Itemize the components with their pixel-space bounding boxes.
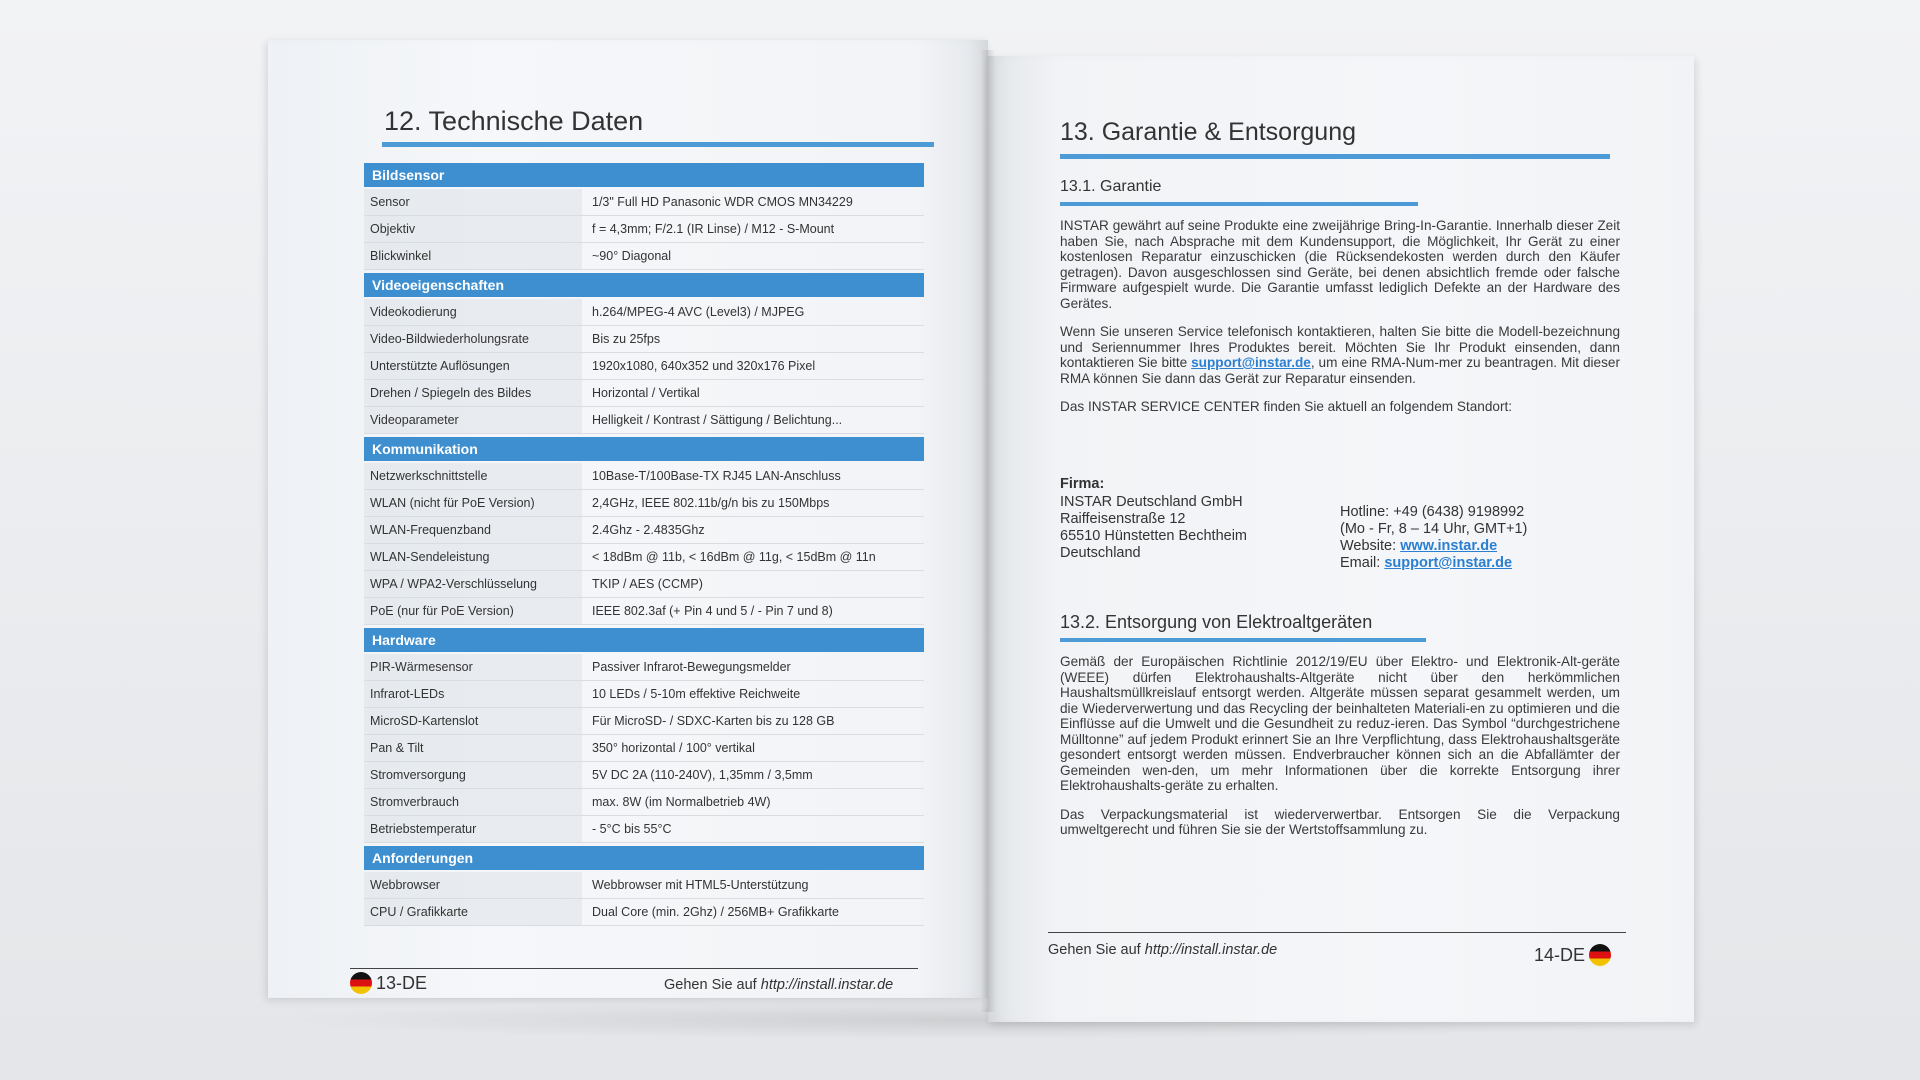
spec-value: Für MicroSD- / SDXC-Karten bis zu 128 GB — [592, 714, 835, 728]
spec-key: Stromverbrauch — [364, 789, 582, 815]
page-number: 13-DE — [350, 972, 427, 994]
page-title: 13. Garantie & Entsorgung — [1060, 118, 1357, 146]
spec-row — [364, 735, 924, 762]
garantie-text — [1060, 218, 1620, 428]
title-underline — [1060, 154, 1610, 159]
spec-value: 10Base-T/100Base-TX RJ45 LAN-Anschluss — [592, 469, 841, 483]
address-block — [1060, 494, 1340, 562]
footer-rule — [1048, 932, 1626, 933]
spec-value: 1920x1080, 640x352 und 320x176 Pixel — [592, 359, 816, 373]
spec-value: 1/3" Full HD Panasonic WDR CMOS MN34229 — [592, 195, 853, 209]
left-page — [268, 40, 988, 998]
spec-row — [364, 899, 924, 926]
spec-value: Passiver Infrarot-Bewegungsmelder — [592, 660, 791, 674]
spec-value: Helligkeit / Kontrast / Sättigung / Belichtung... — [592, 413, 843, 427]
spec-row — [364, 463, 924, 490]
website-line: Website: www.instar.de — [1340, 538, 1498, 554]
entsorgung-paragraph-1: Gemäß der Europäischen Richtlinie 2012/19/EU über Elektro- und Elektronik-Alt-geräte (WEEE) dürfen Elektrohaushalts-Altgeräte nicht über den herkömmlichen Haushaltsmüllkreislauf entsorgt werden. Altgeräte müssen separat gesammelt werden, um die Wiederverwertung und das Recycling der beinhalteten Materiali-en zu optimieren und die Einflüsse auf die Umwelt und die Gesundheit zu reduz-ieren. Das Symbol “durchgestrichene Mülltonne” auf jedem Produkt erinnert Sie an Ihre Verpflichtung, dass Elektrohaushaltsgeräte gesondert entsorgt werden müssen. Endverbraucher können sich an die Abfallämter der Gemeinden wen-den, um mehr Informationen über die korrekte Entsorgung ihrer Elektrohaushalts-geräte zu erhalten. — [1060, 654, 1620, 793]
hotline: Hotline: +49 (6438) 9198992 — [1340, 504, 1525, 520]
spec-key: Videoparameter — [364, 407, 582, 433]
garantie-paragraph-3: Das INSTAR SERVICE CENTER finden Sie aktuell an folgendem Standort: — [1060, 399, 1513, 414]
right-page — [988, 56, 1694, 1022]
spec-row — [364, 681, 924, 708]
spec-key: PoE (nur für PoE Version) — [364, 598, 582, 624]
page-number: 14-DE — [1534, 944, 1611, 966]
spec-key: Webbrowser — [364, 872, 582, 898]
spec-row — [364, 490, 924, 517]
german-flag-icon — [350, 972, 372, 994]
spec-key: Stromversorgung — [364, 762, 582, 788]
spec-row — [364, 517, 924, 544]
spec-value: ~90° Diagonal — [592, 249, 672, 263]
section-underline — [1060, 202, 1418, 206]
spec-row — [364, 708, 924, 735]
spec-row — [364, 872, 924, 899]
address-line: Raiffeisenstraße 12 — [1060, 511, 1186, 527]
spec-key: PIR-Wärmesensor — [364, 654, 582, 680]
spec-value: Dual Core (min. 2Ghz) / 256MB+ Grafikkarte — [592, 905, 839, 919]
spec-value: 350° horizontal / 100° vertikal — [592, 741, 755, 755]
spec-key: Sensor — [364, 189, 582, 215]
address-line: 65510 Hünstetten Bechtheim — [1060, 528, 1248, 544]
spec-row — [364, 598, 924, 625]
spec-section-heading: Videoeigenschaften — [364, 273, 924, 297]
spec-key: Netzwerkschnittstelle — [364, 463, 582, 489]
spec-row — [364, 762, 924, 789]
section-underline — [1060, 638, 1426, 642]
spec-row — [364, 654, 924, 681]
spec-key: WLAN (nicht für PoE Version) — [364, 490, 582, 516]
spec-key: Betriebstemperatur — [364, 816, 582, 842]
spec-row — [364, 299, 924, 326]
spec-key: Drehen / Spiegeln des Bildes — [364, 380, 582, 406]
spec-key: WLAN-Frequenzband — [364, 517, 582, 543]
spec-key: WPA / WPA2-Verschlüsselung — [364, 571, 582, 597]
spec-value: < 18dBm @ 11b, < 16dBm @ 11g, < 15dBm @ 11n — [592, 550, 876, 564]
email-line: Email: support@instar.de — [1340, 555, 1513, 571]
spec-value: Bis zu 25fps — [592, 332, 661, 346]
spec-row — [364, 189, 924, 216]
spec-value: 10 LEDs / 5-10m effektive Reichweite — [592, 687, 801, 701]
spec-value: 2,4GHz, IEEE 802.11b/g/n bis zu 150Mbps — [592, 496, 830, 510]
spec-value: Webbrowser mit HTML5-Unterstützung — [592, 878, 809, 892]
spec-value: h.264/MPEG-4 AVC (Level3) / MJPEG — [592, 305, 805, 319]
spec-key: Video-Bildwiederholungsrate — [364, 326, 582, 352]
footer-rule — [350, 968, 918, 969]
spec-section-heading: Hardware — [364, 628, 924, 652]
email-link[interactable]: support@instar.de — [1384, 555, 1513, 571]
spec-key: Videokodierung — [364, 299, 582, 325]
page-title: 12. Technische Daten — [384, 106, 644, 136]
section-heading-entsorgung: 13.2. Entsorgung von Elektroaltgeräten — [1060, 612, 1373, 632]
book-gutter — [980, 50, 996, 1012]
support-email-link[interactable]: support@instar.de — [1191, 355, 1311, 370]
spec-value: 2.4Ghz - 2.4835Ghz — [592, 523, 705, 537]
hours: (Mo - Fr, 8 – 14 Uhr, GMT+1) — [1340, 521, 1528, 537]
spec-section-heading: Kommunikation — [364, 437, 924, 461]
spec-row — [364, 816, 924, 843]
spec-value: TKIP / AES (CCMP) — [592, 577, 703, 591]
spec-row — [364, 326, 924, 353]
spec-row — [364, 407, 924, 434]
address-line: Deutschland — [1060, 545, 1141, 561]
spec-value: 5V DC 2A (110-240V), 1,35mm / 3,5mm — [592, 768, 813, 782]
spec-row — [364, 243, 924, 270]
website-link[interactable]: www.instar.de — [1400, 538, 1498, 554]
garantie-paragraph-2: Wenn Sie unseren Service telefonisch kontaktieren, halten Sie bitte die Modell-bezeichnung und Seriennummer Ihres Produktes bereit. Möchten Sie Ihr Produkt einsenden, dann kontaktieren Sie bitte support@instar.de, um eine RMA-Num-mer zu beantragen. Mit dieser RMA können Sie dann das Gerät zur Reparatur einsenden. — [1060, 324, 1620, 386]
spec-row — [364, 544, 924, 571]
spec-key: Pan & Tilt — [364, 735, 582, 761]
entsorgung-text — [1060, 654, 1620, 851]
spec-row — [364, 216, 924, 243]
spec-section-heading: Bildsensor — [364, 163, 924, 187]
spec-value: IEEE 802.3af (+ Pin 4 und 5 / - Pin 7 und 8) — [592, 604, 833, 618]
spec-value: - 5°C bis 55°C — [592, 822, 672, 836]
spec-key: WLAN-Sendeleistung — [364, 544, 582, 570]
spec-key: Infrarot-LEDs — [364, 681, 582, 707]
hotline-block — [1340, 504, 1620, 572]
garantie-paragraph-1: INSTAR gewährt auf seine Produkte eine zweijährige Bring-In-Garantie. Innerhalb dieser Zeit haben Sie, nach Absprache mit dem Kundensupport, die Möglichkeit, Ihr Gerät zu einer kostenlosen Reparatur einzuschicken (die Rücksendekosten werden durch den Käufer getragen). Davon ausgeschlossen sind Geräte, bei denen absichtlich fremde oder falsche Firmware aufgespielt wurde. Die Garantie umfasst lediglich Defekte an der Hardware des Gerätes. — [1060, 218, 1620, 311]
footer-url: Gehen Sie auf http://install.instar.de — [664, 977, 894, 993]
spec-row — [364, 353, 924, 380]
address-line: INSTAR Deutschland GmbH — [1060, 494, 1243, 510]
spec-key: MicroSD-Kartenslot — [364, 708, 582, 734]
german-flag-icon — [1589, 944, 1611, 966]
spec-key: CPU / Grafikkarte — [364, 899, 582, 925]
contact-block — [1060, 476, 1620, 571]
section-heading-garantie: 13.1. Garantie — [1060, 178, 1162, 195]
spec-key: Objektiv — [364, 216, 582, 242]
spec-row — [364, 789, 924, 816]
firma-label: Firma: — [1060, 476, 1105, 492]
spec-table — [364, 160, 924, 926]
spec-key: Blickwinkel — [364, 243, 582, 269]
footer-url: Gehen Sie auf http://install.instar.de — [1048, 942, 1278, 958]
spec-section-heading: Anforderungen — [364, 846, 924, 870]
spec-key: Unterstützte Auflösungen — [364, 353, 582, 379]
spec-value: max. 8W (im Normalbetrieb 4W) — [592, 795, 771, 809]
entsorgung-paragraph-2: Das Verpackungsmaterial ist wiederverwertbar. Entsorgen Sie die Verpackung umweltgerecht und führen Sie sie der Wertstoffsammlung zu. — [1060, 806, 1620, 837]
spec-row — [364, 571, 924, 598]
title-underline — [382, 142, 934, 147]
spec-value: Horizontal / Vertikal — [592, 386, 700, 400]
spec-value: f = 4,3mm; F/2.1 (IR Linse) / M12 - S-Mount — [592, 222, 835, 236]
spec-row — [364, 380, 924, 407]
